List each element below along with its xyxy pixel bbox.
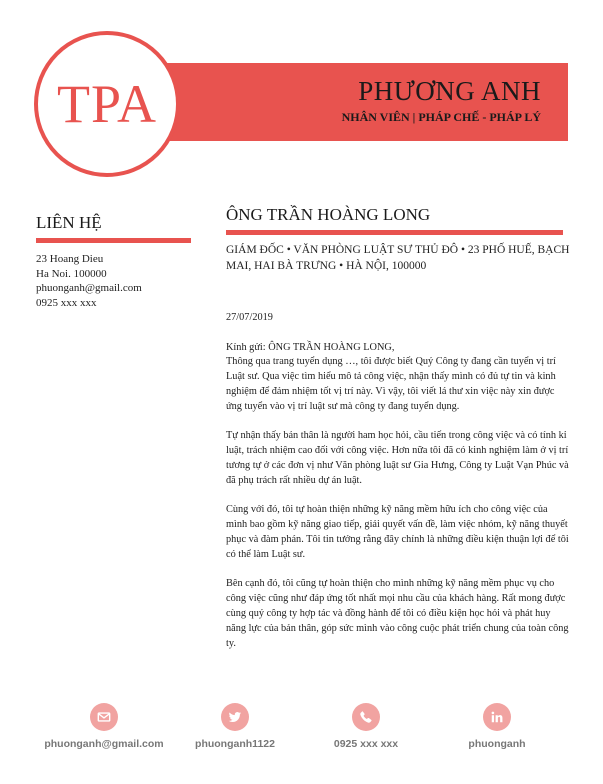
letter-date: 27/07/2019 [226,312,273,323]
letter-body [226,311,571,666]
monogram-text: TPA [56,74,158,134]
footer-twitter-text: phuonganh1122 [195,738,275,750]
twitter-icon [221,703,249,731]
contact-divider [36,238,191,243]
footer-email-text: phuonganh@gmail.com [44,738,164,750]
footer-linkedin-text: phuonganh [468,738,526,750]
footer-email[interactable] [34,703,174,750]
recipient-divider [226,230,563,235]
footer-twitter[interactable] [165,703,305,750]
letter-paragraph: Bên cạnh đó, tôi cũng tự hoàn thiện cho mình những kỹ năng mềm phục vụ cho công việc cũng như đáp ứng tốt nhất mọi nhu cầu của khách hàng. Rất mong được cùng quý công ty hợp tác và đồng hành để tôi có điều kiện học hỏi và phát huy năng lực của bản thân, góp sức mình vào công cuộc phát triển chung của toàn công ty. [226,578,569,649]
contact-phone: 0925 xxx xxx [36,296,97,309]
recipient-name: ÔNG TRẦN HOÀNG LONG [226,205,431,224]
letter-paragraph: Thông qua trang tuyển dụng …, tôi được biết Quý Công ty đang cần tuyển vị trí Luật sư. Qua việc tìm hiểu mô tả công việc, nhận thấy mình có đủ tự tin và kinh nghiệm để đảm nhiệm tốt vị trí này. Vì vậy, tôi viết lá thư xin việc này xin được ứng tuyển vào vị trí luật sư mà công ty đang tuyển dụng. [226,356,556,412]
email-icon [90,703,118,731]
letter-paragraph: Tự nhận thấy bản thân là người ham học hỏi, cầu tiến trong công việc và có tính kỉ luật, trách nhiệm cao đối với công việc. Hơn nữa tôi đã có kinh nghiệm làm ở vị trí tương tự ở các đơn vị như Văn phòng luật sư Gia Hưng, Công ty Luật Vạn Phúc và đã phụ trách rất nhiều dự án luật. [226,430,569,486]
letter-paragraph: Cùng với đó, tôi tự hoàn thiện những kỹ năng mềm hữu ích cho công việc của mình bao gồm kỹ năng giao tiếp, giải quyết vấn đề, làm việc nhóm, kỹ năng thuyết phục và đàm phán. Tôi tin tưởng rằng đây chính là những điều kiện thuận lợi để tôi có thể làm Luật sư. [226,504,569,560]
footer-phone[interactable] [296,703,436,750]
letter-greeting: Kính gửi: ÔNG TRẦN HOÀNG LONG, [226,341,395,353]
contact-heading: LIÊN HỆ [36,213,102,232]
contact-email: phuonganh@gmail.com [36,282,142,294]
contact-city: Ha Noi. 100000 [36,267,107,280]
footer-linkedin[interactable] [427,703,567,750]
applicant-name: PHƯƠNG ANH [358,76,541,106]
contact-street: 23 Hoang Dieu [36,253,104,265]
footer-phone-text: 0925 xxx xxx [333,738,399,750]
phone-icon [352,703,380,731]
contact-details [36,252,142,310]
applicant-role: NHÂN VIÊN | PHÁP CHẾ - PHÁP LÝ [341,110,541,124]
recipient-address: GIÁM ĐỐC • VĂN PHÒNG LUẬT SƯ THỦ ĐÔ • 23 PHỐ HUẾ, BẠCH MAI, HAI BÀ TRƯNG • HÀ NỘI, 100000 [226,244,570,272]
linkedin-icon [483,703,511,731]
monogram-badge [34,31,180,177]
